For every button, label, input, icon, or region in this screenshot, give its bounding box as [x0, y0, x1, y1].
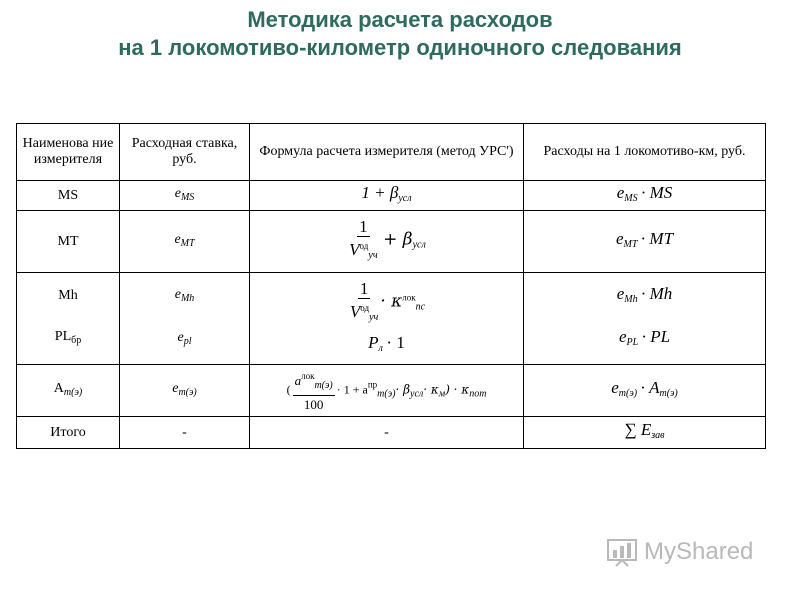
cell-formula: $\frac{1}{V^{од}_{уч}}$ + $\beta_{усл}$ [250, 211, 524, 273]
cell-expense: $e_{MT}$ · MT [524, 211, 766, 273]
cell-formula: $1 + \beta_{усл}$ [250, 181, 524, 211]
table-header-row [17, 124, 766, 181]
cell-name: MS [17, 181, 120, 211]
cell-formula: $\frac{1}{V^{од}_{уч}}$ · $\kappa^{лок}_{пс}$ $P_л \cdot 1$ [250, 273, 524, 365]
cell-formula: ( $\frac{a^{лок}_{т(э)}}{100}$ · $1 + a^{пр}_{т(э)}\cdot \beta_{усл}\cdot \kappa_м) \cdot \kappa_{пот}$ [250, 365, 524, 417]
cell-rate: $e_{Mh}$ $e_{pl}$ [120, 273, 250, 365]
header-expense: Расходы на 1 локомотиво-км, руб. [524, 124, 766, 181]
cell-expense: ∑ $E_{зав}$ [524, 417, 766, 449]
watermark-logo [606, 537, 753, 567]
title-line-2: на 1 локомотиво-километр одиночного следования [118, 35, 682, 60]
cell-formula: - [250, 417, 524, 449]
page-title [0, 6, 800, 62]
header-measure-name: Наименова ние измерителя [17, 124, 120, 181]
cell-rate: - [120, 417, 250, 449]
chart-icon [606, 537, 640, 567]
table-row [17, 181, 766, 211]
cell-name: Mh $PL_{бр}$ [17, 273, 120, 365]
cell-name: MT [17, 211, 120, 273]
table-row [17, 211, 766, 273]
header-rate: Расходная ставка, руб. [120, 124, 250, 181]
cell-rate: $e_{MS}$ [120, 181, 250, 211]
cell-expense: $e_{т(э)} \cdot A_{т(э)}$ [524, 365, 766, 417]
cell-rate: $e_{т(э)}$ [120, 365, 250, 417]
title-line-1: Методика расчета расходов [247, 7, 553, 32]
calculation-table [16, 123, 766, 449]
cell-expense: $e_{Mh} \cdot Mh$ $e_{PL}$ · PL [524, 273, 766, 365]
cell-name: Итого [17, 417, 120, 449]
table-row-total [17, 417, 766, 449]
header-formula: Формула расчета измерителя (метод УРС') [250, 124, 524, 181]
cell-name: $A_{т(э)}$ [17, 365, 120, 417]
cell-expense: $e_{MS}$ · MS [524, 181, 766, 211]
watermark-text: MyShared [644, 538, 754, 565]
table-row [17, 273, 766, 365]
table-row [17, 365, 766, 417]
cell-rate: $e_{MT}$ [120, 211, 250, 273]
